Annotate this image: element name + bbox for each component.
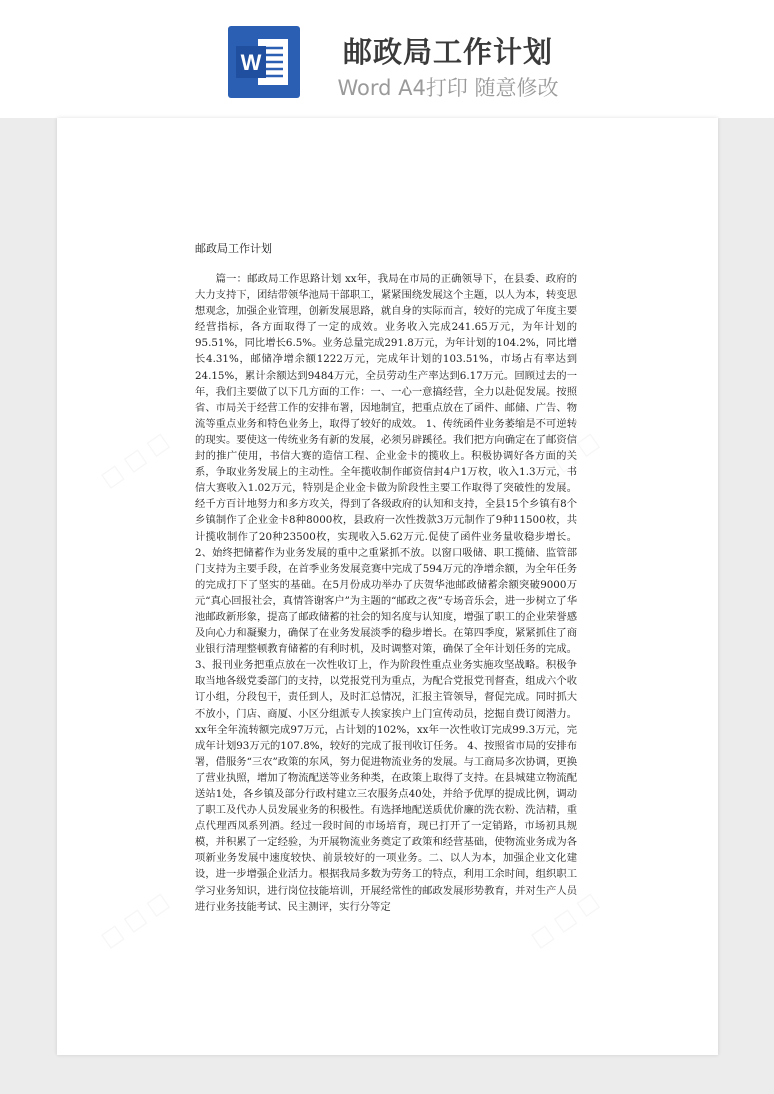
watermark-mark: □ □ □ <box>526 428 604 493</box>
watermark-mark: □ □ □ <box>96 428 174 493</box>
word-document-icon <box>228 26 300 98</box>
header-banner <box>0 0 774 118</box>
word-logo-letter: W <box>240 50 262 75</box>
watermark-mark: □ □ □ <box>96 888 174 953</box>
watermark-mark: □ □ □ <box>526 888 604 953</box>
document-title: 邮政局工作计划 <box>195 242 272 255</box>
banner-subtitle: Word A4打印 随意修改 <box>337 76 559 100</box>
document-page <box>57 118 718 1055</box>
banner-title: 邮政局工作计划 <box>342 35 553 69</box>
document-body: 篇一：邮政局工作思路计划 xx年，我局在市局的正确领导下，在县委、政府的大力支持下，团结带领华池局干部职工，紧紧围绕发展这个主题，以人为本，转变思想观念，加强企业管理，创新发展思路，就自身的实际而言，较好的完成了年度主要经营指标，各方面取得了一定的成效。业务收入完成241.65万元，为年计划的95.51%，同比增长6.5%。业务总量完成291.8万元，为年计划的104.2%，同比增长4.31%，邮储净增余额1222万元，完成年计划的103.51%，市场占有率达到24.15%，累计余额达到9484万元，全员劳动生产率达到6.17万元。回顾过去的一年，我们主要做了以下几方面的工作：一、一心一意搞经营，全力以赴促发展。按照省、市局关于经营工作的安排布署，因地制宜，把重点放在了函件、邮储、广告、物流等重点业务和特色业务上，取得了较好的成效。 1、传统函件业务萎缩是不可逆转的现实。要使这一传统业务有新的发展，必须另辟蹊径。我们把方向确定在了邮资信封的推广使用，书信大赛的造信工程、企业金卡的揽收上。积极协调好各方面的关系，争取业务发展上的主动性。全年揽收制作邮资信封4户1万枚，收入1.3万元，书信大赛收入1.02万元，特别是企业金卡做为阶段性主要工作取得了突破性的发展。经千方百计地努力和多方攻关，得到了各级政府的认知和支持，全县15个乡镇有8个乡镇制作了企业金卡8种8000枚，县政府一次性拨款3万元制作了9种11500枚，共计揽收制作了20种23500枚，实现收入5.62万元.促使了函件业务量收稳步增长。 2、始终把储蓄作为业务发展的重中之重紧抓不放。以窗口吸储、职工揽储、监管部门支持为主要手段，在首季业务发展竞赛中完成了594万元的净增余额，为全年任务的完成打下了坚实的基础。在5月份成功举办了庆贺华池邮政储蓄余额突破9000万元“真心回报社会，真情答谢客户”为主题的“邮政之夜”专场音乐会，进一步树立了华池邮政新形象，提高了邮政储蓄的社会的知名度与认知度，增强了职工的企业荣誉感及向心力和凝聚力，确保了在业务发展淡季的稳步增长。在第四季度，紧紧抓住了商业银行清理整顿教育储蓄的有利时机，及时调整对策，确保了全年计划任务的完成。 3、报刊业务把重点放在一次性收订上，作为阶段性重点业务实施攻坚战略。积极争取当地各级党委部门的支持，以党报党刊为重点，为配合党报党刊督查，组成六个收订小组，分段包干，责任到人，及时汇总情况，汇报主管领导，督促完成。同时抓大不放小，门店、商厦、小区分组派专人挨家挨户上门宣传动员，挖掘自费订阅潜力。xx年全年流转额完成97万元，占计划的102%，xx年一次性收订完成99.3万元，完成年计划93万元的107.8%，较好的完成了报刊收订任务。 4、按照省市局的安排布署，借服务“三农”政策的东风，努力促进物流业务的发展。与工商局多次协调，更换了营业执照，增加了物流配送等业务种类，在政策上取得了支持。在县城建立物流配送站1处，各乡镇及部分行政村建立三农服务点40处，并给予优厚的提成比例，调动了职工及代办人员发展业务的积极性。有选择地配送质优价廉的洗衣粉、洗洁精，重点代理西凤系列酒。经过一段时间的市场培育，现已打开了一定销路，市场初具规模，并积累了一定经验，为开展物流业务奠定了政策和经营基础，使物流业务成为各项新业务发展中速度较快、前景较好的一项业务。二、以人为本，加强企业文化建设，进一步增强企业活力。根据我局多数为劳务工的特点，利用工余时间，组织职工学习业务知识，进行岗位技能培训，开展经常性的邮政发展形势教育，并对生产人员进行业务技能考试、民主测评，实行分等定 <box>195 273 577 913</box>
